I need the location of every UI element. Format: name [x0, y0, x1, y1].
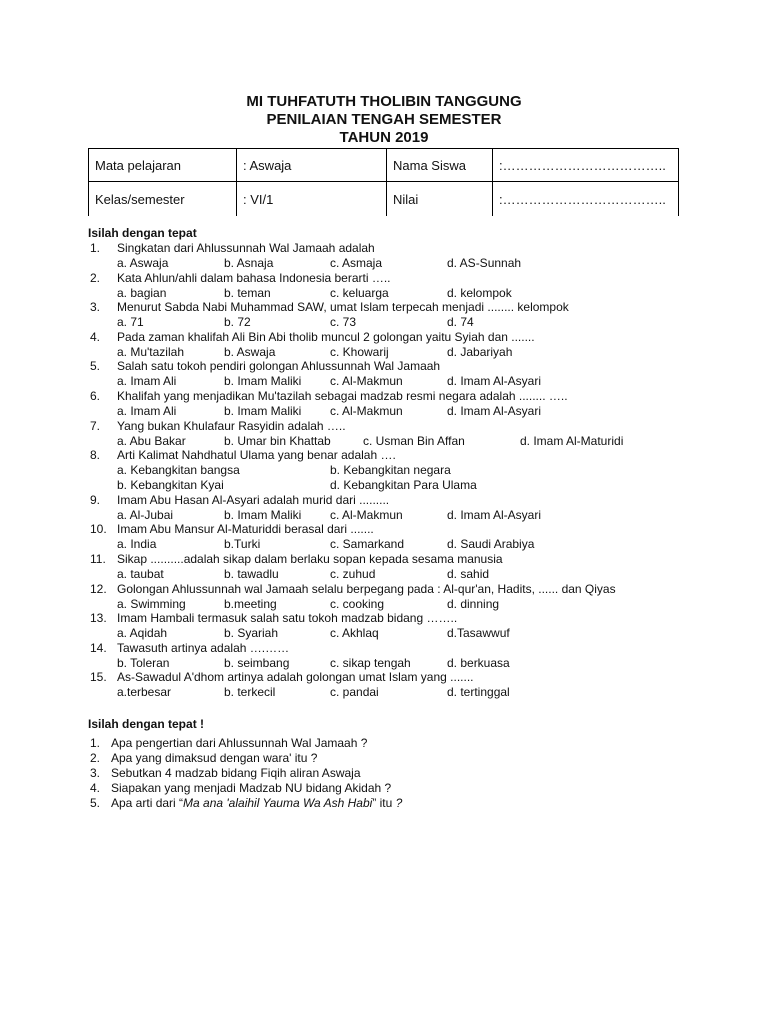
score-field[interactable]: :………………………………..	[493, 182, 679, 217]
answer-option: b.meeting	[224, 596, 277, 611]
question-number: 9.	[90, 492, 101, 507]
question-text: Pada zaman khalifah Ali Bin Abi tholib muncul 2 golongan yaitu Syiah dan .......	[117, 329, 535, 344]
question-item	[0, 389, 768, 404]
answer-option: c. Al-Makmun	[330, 374, 403, 389]
answer-option: a. Mu'tazilah	[117, 344, 184, 359]
question-number: 11.	[90, 552, 106, 566]
question-number: 8.	[90, 448, 101, 463]
question-number: 13.	[90, 611, 107, 626]
question-number: 6.	[90, 389, 101, 403]
answer-option: c. Khowarij	[330, 344, 389, 359]
answer-option: c. pandai	[330, 685, 379, 700]
question-number: 4.	[90, 329, 101, 344]
question-number: 3.	[90, 766, 101, 780]
answer-option: b. Imam Maliki	[224, 404, 302, 418]
question-number: 15.	[90, 670, 107, 685]
essay-question	[0, 766, 768, 781]
answer-option: c. Al-Makmun	[330, 507, 403, 522]
answer-option: b. Umar bin Khattab	[224, 433, 331, 448]
essay-question	[0, 736, 768, 751]
question-item	[0, 448, 768, 463]
question-text: As-Sawadul A'dhom artinya adalah golongan umat Islam yang .......	[117, 670, 474, 685]
question-number: 7.	[90, 418, 101, 433]
question-number: 14.	[90, 640, 107, 655]
essay-question	[0, 781, 768, 796]
school-name: MI TUHFATUTH THOLIBIN TANGGUNG	[246, 93, 522, 110]
answer-option: d. 74	[447, 315, 474, 330]
answer-option: a.terbesar	[117, 685, 172, 700]
essay-question	[0, 751, 768, 766]
answer-option: d. dinning	[447, 596, 500, 611]
student-name-field[interactable]: :………………………………..	[493, 149, 679, 182]
answer-option: d. Kebangkitan Para Ulama	[330, 478, 477, 493]
exam-title: PENILAIAN TENGAH SEMESTER	[266, 111, 502, 128]
question-number: 12.	[90, 581, 107, 596]
answer-option: c. Al-Makmun	[330, 404, 403, 418]
answer-option: a. Al-Jubai	[117, 507, 174, 522]
question-item	[0, 641, 768, 656]
answer-option: a. 71	[117, 315, 144, 330]
question-text: Apa yang dimaksud dengan wara' itu ?	[111, 751, 318, 765]
question-mark: ?	[395, 796, 403, 810]
answer-option: a. Aswaja	[117, 256, 169, 270]
answer-option: d. Jabariyah	[447, 344, 513, 359]
question-item	[0, 419, 768, 434]
answer-option: d. Imam Al-Asyari	[447, 374, 542, 389]
question-number: 1.	[90, 241, 101, 255]
answer-option: b. teman	[224, 285, 271, 300]
question-text: Arti Kalimat Nahdhatul Ulama yang benar adalah ….	[117, 448, 396, 463]
question-text: Singkatan dari Ahlussunnah Wal Jamaah adalah	[117, 241, 375, 255]
question-text: Sikap ..........adalah sikap dalam berlaku sopan kepada sesama manusia	[117, 552, 503, 566]
exam-year: TAHUN 2019	[339, 129, 429, 146]
subject-label: Mata pelajaran	[89, 149, 237, 182]
answer-option: b. Syariah	[224, 626, 279, 641]
answer-option: b. Asnaja	[224, 256, 274, 270]
class-value: : VI/1	[237, 182, 387, 217]
answer-option: b. tawadlu	[224, 567, 279, 581]
answer-option: a. Imam Ali	[117, 374, 177, 389]
question-text-part: Apa arti dari “	[111, 796, 184, 810]
answer-option: b. Toleran	[117, 655, 170, 670]
question-item	[0, 670, 768, 685]
answer-option: d. tertinggal	[447, 685, 510, 700]
question-text: Imam Abu Mansur Al-Maturiddi berasal dari .......	[117, 522, 374, 537]
answer-option: c. Asmaja	[330, 256, 383, 270]
answer-option: a. Aqidah	[117, 626, 168, 641]
info-row	[89, 182, 679, 217]
question-item	[0, 582, 768, 597]
answer-option: b. terkecil	[224, 685, 276, 700]
answer-option: c. zuhud	[330, 567, 376, 581]
question-text: Sebutkan 4 madzab bidang Fiqih aliran Aswaja	[111, 766, 361, 780]
question-item	[0, 552, 768, 567]
question-text: Tawasuth artinya adalah ….……	[117, 640, 290, 655]
answer-option: b. Kebangkitan negara	[330, 463, 451, 478]
section-multiple-choice-title: Isilah dengan tepat	[88, 226, 197, 240]
answer-option: b. Imam Maliki	[224, 507, 302, 522]
question-item	[0, 493, 768, 508]
question-number: 10.	[90, 522, 107, 537]
question-number: 4.	[90, 781, 101, 795]
answer-option: a. taubat	[117, 567, 164, 581]
question-text	[111, 796, 402, 811]
question-item	[0, 611, 768, 626]
answer-option: c. cooking	[330, 596, 385, 611]
answer-option: a. Imam Ali	[117, 404, 177, 418]
score-label: Nilai	[387, 182, 493, 217]
question-item	[0, 330, 768, 345]
answer-option: c. sikap tengah	[330, 655, 411, 670]
question-number: 2.	[90, 751, 101, 765]
answer-option: d.Tasawwuf	[447, 626, 510, 641]
answer-option: c. Samarkand	[330, 537, 405, 552]
answer-option: a. Swimming	[117, 596, 186, 611]
question-text: Golongan Ahlussunnah wal Jamaah selalu berpegang pada : Al-qur'an, Hadits, ...... dan Qiyas	[117, 581, 616, 596]
answer-option: b.Turki	[224, 537, 261, 552]
question-number: 2.	[90, 270, 101, 285]
answer-option: c. Akhlaq	[330, 626, 379, 641]
student-name-label: Nama Siswa	[387, 149, 493, 182]
answer-option: d. Saudi Arabiya	[447, 537, 535, 552]
question-text: Apa pengertian dari Ahlussunnah Wal Jamaah ?	[111, 736, 368, 750]
answer-option: a. Abu Bakar	[117, 433, 186, 448]
question-text: Siapakan yang menjadi Madzab NU bidang Akidah ?	[111, 781, 392, 795]
question-text: Kata Ahlun/ahli dalam bahasa Indonesia berarti …..	[117, 270, 391, 285]
question-number: 3.	[90, 300, 101, 315]
essay-question	[0, 796, 768, 811]
question-number: 1.	[90, 736, 101, 750]
question-text: Imam Abu Hasan Al-Asyari adalah murid dari .........	[117, 492, 390, 507]
answer-option: b. Imam Maliki	[224, 374, 302, 389]
question-text-part: ” itu	[372, 796, 396, 810]
section-essay-title: Isilah dengan tepat !	[88, 717, 205, 731]
question-text: Yang bukan Khulafaur Rasyidin adalah …..	[117, 418, 346, 433]
answer-option: d. kelompok	[447, 285, 512, 300]
answer-option: b. 72	[224, 315, 251, 330]
question-number: 5.	[90, 359, 101, 374]
question-text-italic: Ma ana 'alaihil Yauma Wa Ash Habi	[183, 796, 373, 810]
question-text: Salah satu tokoh pendiri golongan Ahlussunnah Wal Jamaah	[117, 359, 441, 374]
question-item	[0, 241, 768, 256]
question-item	[0, 271, 768, 286]
question-text: Menurut Sabda Nabi Muhammad SAW, umat Islam terpecah menjadi ........ kelompok	[117, 300, 569, 315]
answer-option: c. 73	[330, 315, 357, 330]
class-label: Kelas/semester	[89, 182, 237, 217]
question-text: Khalifah yang menjadikan Mu'tazilah sebagai madzab resmi negara adalah ........ …..	[117, 389, 568, 403]
question-item	[0, 522, 768, 537]
answer-option: d. AS-Sunnah	[447, 256, 522, 270]
info-row	[89, 149, 679, 182]
question-item	[0, 300, 768, 315]
answer-option: c. Usman Bin Affan	[363, 433, 465, 448]
answer-option: a. Kebangkitan bangsa	[117, 463, 240, 478]
answer-option: a. bagian	[117, 285, 167, 300]
answer-option: b. seimbang	[224, 655, 290, 670]
question-text: Imam Hambali termasuk salah satu tokoh madzab bidang ……..	[117, 611, 458, 626]
answer-option: d. Imam Al-Asyari	[447, 404, 542, 418]
answer-option: b. Kebangkitan Kyai	[117, 478, 224, 493]
subject-value: : Aswaja	[237, 149, 387, 182]
answer-option: a. India	[117, 537, 157, 552]
answer-option: d. sahid	[447, 567, 490, 581]
answer-option: d. Imam Al-Maturidi	[520, 433, 624, 448]
answer-option: d. berkuasa	[447, 655, 510, 670]
question-item	[0, 359, 768, 374]
question-number: 5.	[90, 796, 101, 810]
student-info-table	[88, 148, 679, 216]
answer-option: b. Aswaja	[224, 344, 276, 359]
answer-option: c. keluarga	[330, 285, 389, 300]
answer-option: d. Imam Al-Asyari	[447, 507, 542, 522]
